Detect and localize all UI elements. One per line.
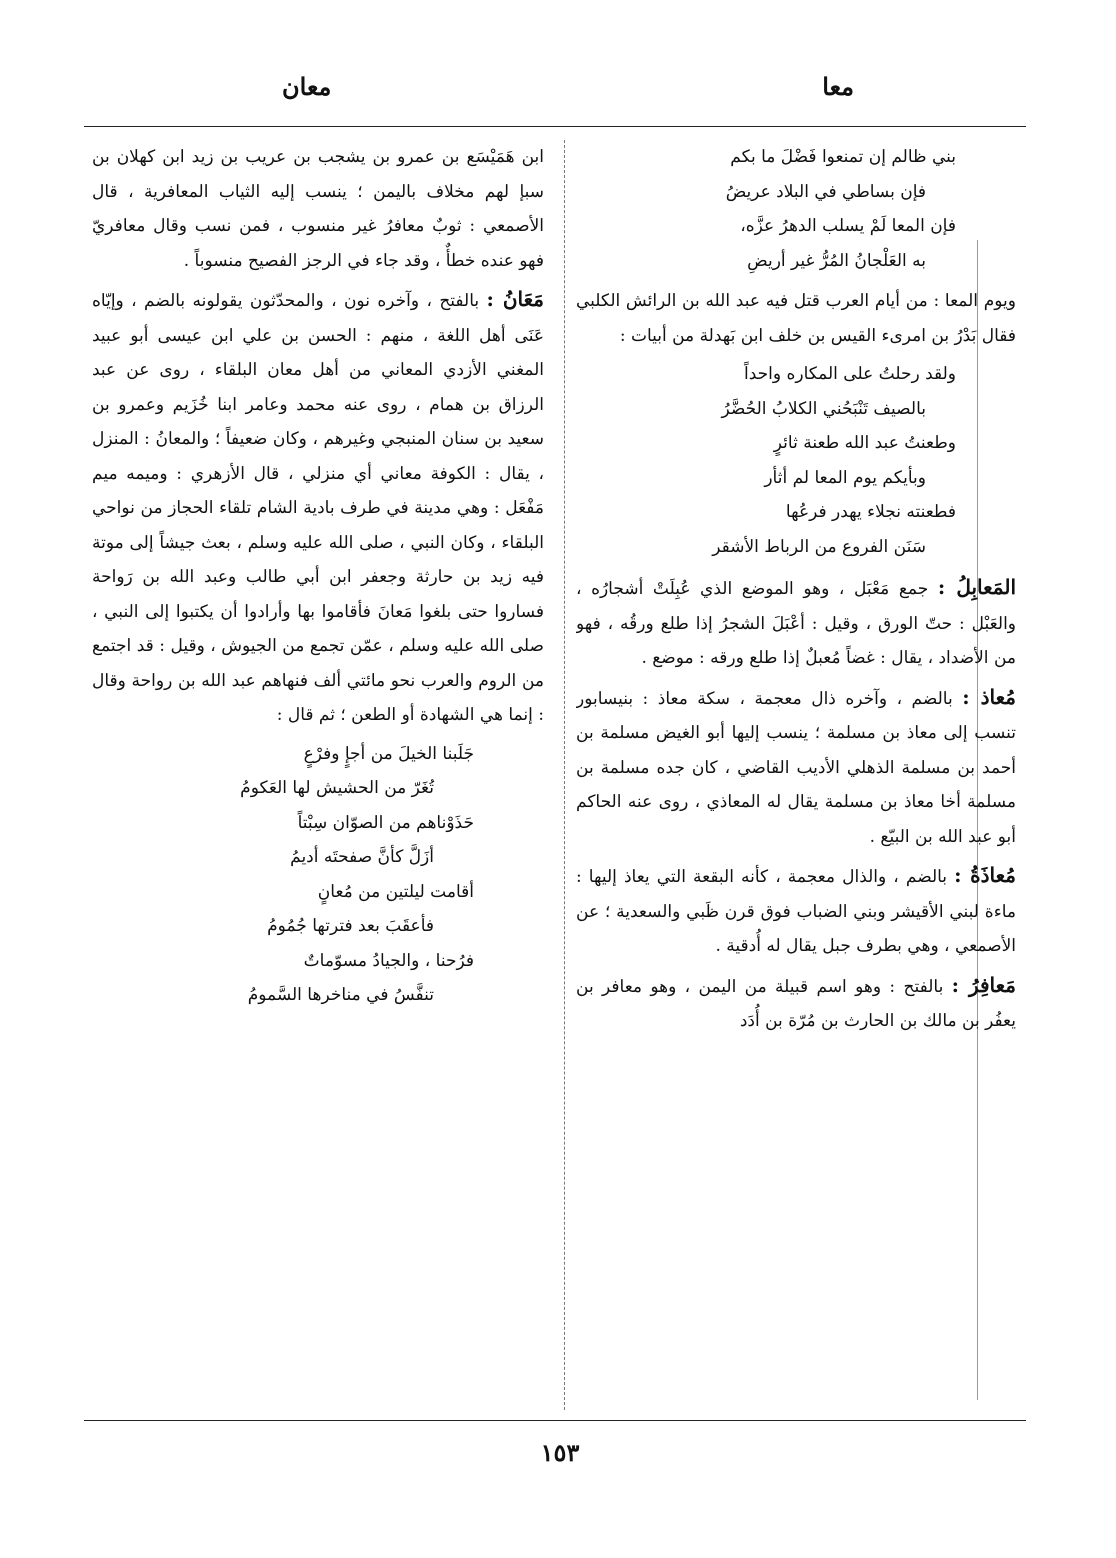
right-column [576,140,1016,1412]
poem-verse-first: أقامت ليلتين من مُعانٍ [317,881,474,902]
poem-verse-first: ولقد رحلتُ على المكاره واحداً [743,364,956,384]
poem-verse-second: سَنَن الفروع من الرباط الأشقر [712,536,926,557]
poem-verse-first: حَذَوْناهم من الصوّان سِبْتاً [297,812,474,833]
entry-headword: مَعَانُ : [486,287,544,311]
entry-headword: مُعاذَةُ : [954,863,1016,887]
entry-text: بالضم ، وآخره ذال معجمة ، سكة معاذ : بنيسابور تنسب إلى معاذ بن مسلمة ؛ ينسب إليها أبو الغيض مسلمة بن أحمد بن مسلمة الذهلي الأديب القاضي ، كان جده مسلمة بن مسلمة أخا معاذ بن مسلمة يقال له المعاذي ، روى عنه الحاكم أبو عبد الله بن البيّع . [576,688,1016,847]
poem-verse-second: وبأيكم يوم المعا لم أثأر [764,467,926,488]
poem-verse-second: به العَلْجانُ المُرُّ غير أريضِ [747,250,926,271]
entry-muadh [576,680,1016,855]
second-poem [576,357,1016,564]
entry-text: بالضم ، والذال معجمة ، كأنه البقعة التي يعاذ إليها : ماءة لبني الأقيشر وبني الضباب فوق قرن ظَبي والسعدية ؛ عن الأصمعي ، وهي بطرف جبل يقال له أُدقية . [576,867,1016,956]
poem-verse-second: تنفَّسُ في مناخرها السَّمومُ [247,985,434,1005]
entry-maan [92,282,544,733]
poem-verse-first: بني ظالم إن تمنعوا فَضْلَ ما بكم [730,147,956,167]
poem-verse-second: فأعقَبَ بعد فترتها جُمُومُ [267,916,434,936]
left-column [92,140,544,1412]
entry-headword: مَعافِرُ : [951,972,1016,997]
maafir-continuation: ابن هَمَيْسَع بن عمرو بن يشجب بن عريب بن زيد ابن كهلان بن سبإ لهم مخلاف باليمن ؛ ينسب إليه الثياب المعافرية ، قال الأصمعي : ثوبٌ معافرُ غير منسوب ، فمن نسب وقال معافريّ فهو عنده خطأٌ ، وقد جاء في الرجز الفصيح منسوباً . [92,147,544,271]
poem-verse-second: فإن بساطي في البلاد عريضُ [725,181,926,202]
footer-rule [84,1420,1026,1421]
poem-verse-first: جَلَبنا الخيلَ من أجإٍ وفرْعٍ [303,743,474,764]
entry-text: بالفتح ، وآخره نون ، والمحدّثون يقولونه بالضم ، وإيّاه عَنَى أهل اللغة ، منهم : الحسن بن علي ابن عيسى أبو عبيد المغني الأزدي المعاني من أهل معان البلقاء ، روى عن عبد الرزاق بن همام ، روى عنه محمد وعامر ابنا خُزَيم وعمرو بن سعيد بن سنان المنبجي وغيرهم ، وكان ضعيفاً ؛ والمعانُ : المنزل ، يقال : الكوفة معاني أي منزلي ، قال الأزهري : وميمه ميم مَفْعَل : وهي مدينة في طرف بادية الشام تلقاء الحجاز من نواحي البلقاء ، وكان النبي ، صلى الله عليه وسلم ، بعث جيشاً إلى موتة فيه زيد بن حارثة وجعفر ابن أبي طالب وعبد الله بن رَواحة فساروا حتى بلغوا مَعانَ فأقاموا بها وأرادوا أن يكتبوا إلى النبي ، صلى الله عليه وسلم ، عمّن تجمع من الجيوش ، وقيل : قد اجتمع من الروم والعرب نحو مائتي ألف فنهاهم عبد الله بن رواحة وقال : إنما هي الشهادة أو الطعن ؛ ثم قال : [92,291,544,725]
column-divider [564,140,565,1410]
poem-verse-first: فطعنته نجلاء يهدر فرعُها [785,502,956,522]
header-rule [84,126,1026,127]
entry-text: بالفتح : وهو اسم قبيلة من اليمن ، وهو معافر بن يعفُر بن مالك بن الحارث بن مُرّة بن أُدَد [576,976,1016,1031]
entry-headword: المَعابِلُ : [937,575,1016,599]
entry-muadha [576,858,1016,964]
poem-verse-second: تُغَرّ من الحشيش لها العَكومُ [240,778,434,798]
yawm-al-ma-paragraph: ويوم المعا : من أيام العرب قتل فيه عبد الله بن الرائش الكلبي فقال بَدْرُ بن امرىء القيس بن خلف ابن بَهدلة من أبيات : [576,291,1016,346]
entry-headword: مُعاذ : [962,684,1016,709]
opening-poem [576,140,1016,278]
page-number: ١٥٣ [540,1438,580,1467]
poem-verse-first: فرُحنا ، والجيادُ مسوّماتٌ [303,950,474,971]
maan-poem [92,737,544,1013]
entry-text: جمع مَعْبَل ، وهو الموضع الذي عُبِلَتْ أشجارُه ، والعَبْل : حتّ الورق ، وقيل : أعْبَلَ الشجرُ إذا طلع ورقُه ، فهو من الأضداد ، يقال : غضاً مُعبلٌ إذا طلع ورقه : موضع . [576,579,1016,668]
entry-al-maabil [576,570,1016,676]
running-header-left: معان [282,72,332,101]
poem-verse-first: وطعنتُ عبد الله طعنة ثائرٍ [773,433,956,453]
running-header-right: معا [822,72,854,101]
entry-maafir [576,968,1016,1039]
poem-verse-second: أزَلَّ كأنَّ صفحتَه أديمُ [290,847,434,867]
poem-verse-second: بالصيف تَنْبَحُني الكلابُ الحُضَّرُ [721,398,926,419]
poem-verse-first: فإن المعا لَمْ يسلب الدهرُ عزَّه، [740,216,956,236]
